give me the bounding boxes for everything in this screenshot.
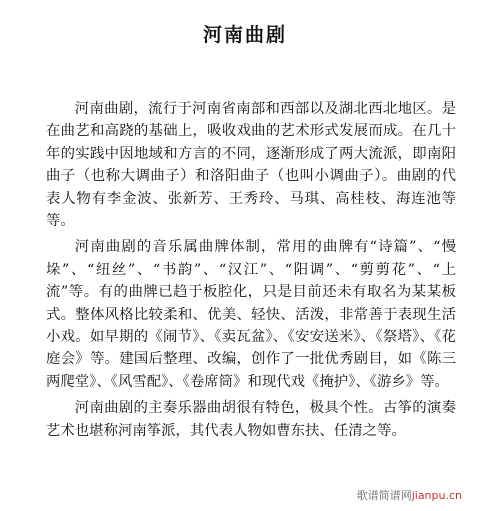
- page-title: 河南曲剧: [202, 24, 287, 46]
- paragraph-2: 河南曲剧的音乐属曲牌体制，常用的曲牌有“诗篇”、“慢垛”、“纽丝”、“书韵”、“汉江”、“阳调”、“剪剪花”、“上流”等。有的曲牌已趋于板腔化，只是目前还未有取名为某某板式。整体风格比较柔和、优美、轻快、活泼，非常善于表现生活小戏。如早期的《闹节》、《卖瓦盆》、《安安送米》、《祭塔》、《花庭会》等。建国后整理、改编，创作了一批优秀剧目，如《陈三两爬堂》、《风雪配》、《卷席筒》和现代戏《掩护》、《游乡》等。: [46, 239, 456, 390]
- watermark: [357, 487, 462, 503]
- paragraph-3: 河南曲剧的主奏乐器曲胡很有特色，极具个性。古筝的演奏艺术也堪称河南筝派，其代表人物如曹东扶、任清之等。: [46, 400, 456, 439]
- paragraph-1: 河南曲剧，流行于河南省南部和西部以及湖北西北地区。是在曲艺和高跷的基础上，吸收戏曲的艺术形式发展而成。在几十年的实践中因地域和方言的不同，逐渐形成了两大流派，即南阳曲子（也称大调曲子）和洛阳曲子（也叫小调曲子）。曲剧的代表人物有李金波、张新芳、王秀玲、马琪、高桂枝、海连池等等。: [46, 101, 456, 230]
- body-text: [46, 98, 456, 446]
- watermark-site: 歌谱简谱网: [356, 489, 412, 502]
- watermark-domain: jianpu.cn: [411, 489, 462, 502]
